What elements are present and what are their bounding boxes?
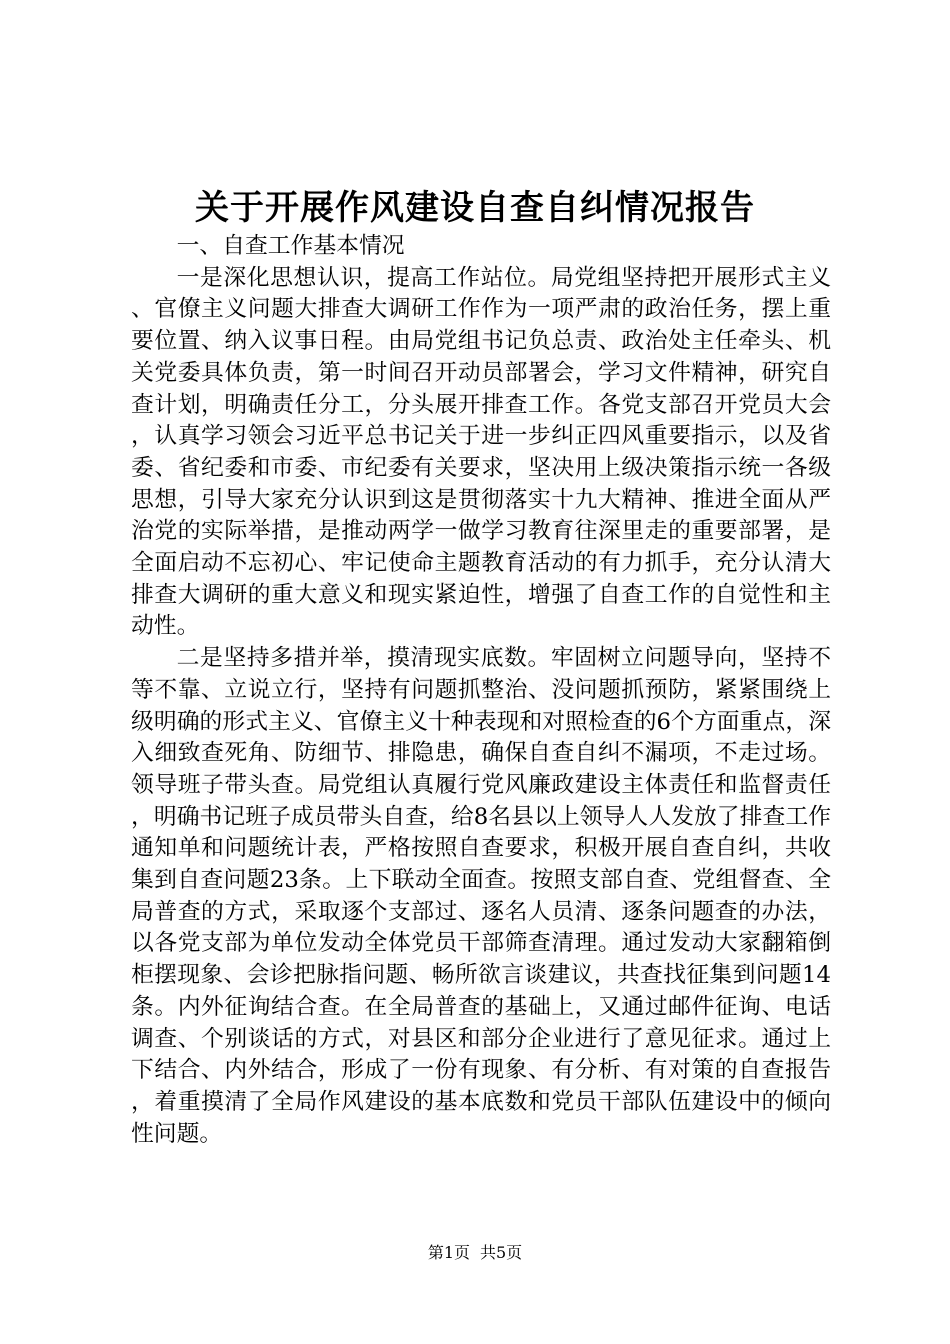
document-title: 关于开展作风建设自查自纠情况报告 (195, 188, 755, 228)
page-number-current: 第1页 (427, 1243, 470, 1262)
document-body (131, 231, 831, 1150)
page-number-total: 共5页 (480, 1243, 523, 1262)
page-footer (0, 1241, 950, 1265)
section-heading: 一、自查工作基本情况 (176, 233, 405, 259)
paragraph-1: 一是深化思想认识，提高工作站位。局党组坚持把开展形式主义、官僚主义问题大排查大调研工作作为一项严肃的政治任务，摆上重要位置、纳入议事日程。由局党组书记负总责、政治处主任牵头、机关党委具体负责，第一时间召开动员部署会，学习文件精神，研究自查计划，明确责任分工，分头展开排查工作。各党支部召开党员大会，认真学习领会习近平总书记关于进一步纠正四风重要指示，以及省委、省纪委和市委、市纪委有关要求，坚决用上级决策指示统一各级思想，引导大家充分认识到这是贯彻落实十九大精神、推进全面从严治党的实际举措，是推动两学一做学习教育往深里走的重要部署，是全面启动不忘初心、牢记使命主题教育活动的有力抓手，充分认清大排查大调研的重大意义和现实紧迫性，增强了自查工作的自觉性和主动性。 (131, 264, 831, 640)
paragraph-2: 二是坚持多措并举，摸清现实底数。牢固树立问题导向，坚持不等不靠、立说立行，坚持有问题抓整治、没问题抓预防，紧紧围绕上级明确的形式主义、官僚主义十种表现和对照检查的6个方面重点，深入细致查死角、防细节、排隐患，确保自查自纠不漏项，不走过场。领导班子带头查。局党组认真履行党风廉政建设主体责任和监督责任，明确书记班子成员带头自查，给8名县以上领导人人发放了排查工作通知单和问题统计表，严格按照自查要求，积极开展自查自纠，共收集到自查问题23条。上下联动全面查。按照支部自查、党组督查、全局普查的方式，采取逐个支部过、逐名人员清、逐条问题查的办法，以各党支部为单位发动全体党员干部筛查清理。通过发动大家翻箱倒柜摆现象、会诊把脉指问题、畅所欲言谈建议，共查找征集到问题14条。内外征询结合查。在全局普查的基础上，又通过邮件征询、电话调查、个别谈话的方式，对县区和部分企业进行了意见征求。通过上下结合、内外结合，形成了一份有现象、有分析、有对策的自查报告，着重摸清了全局作风建设的基本底数和党员干部队伍建设中的倾向性问题。 (131, 645, 831, 1147)
